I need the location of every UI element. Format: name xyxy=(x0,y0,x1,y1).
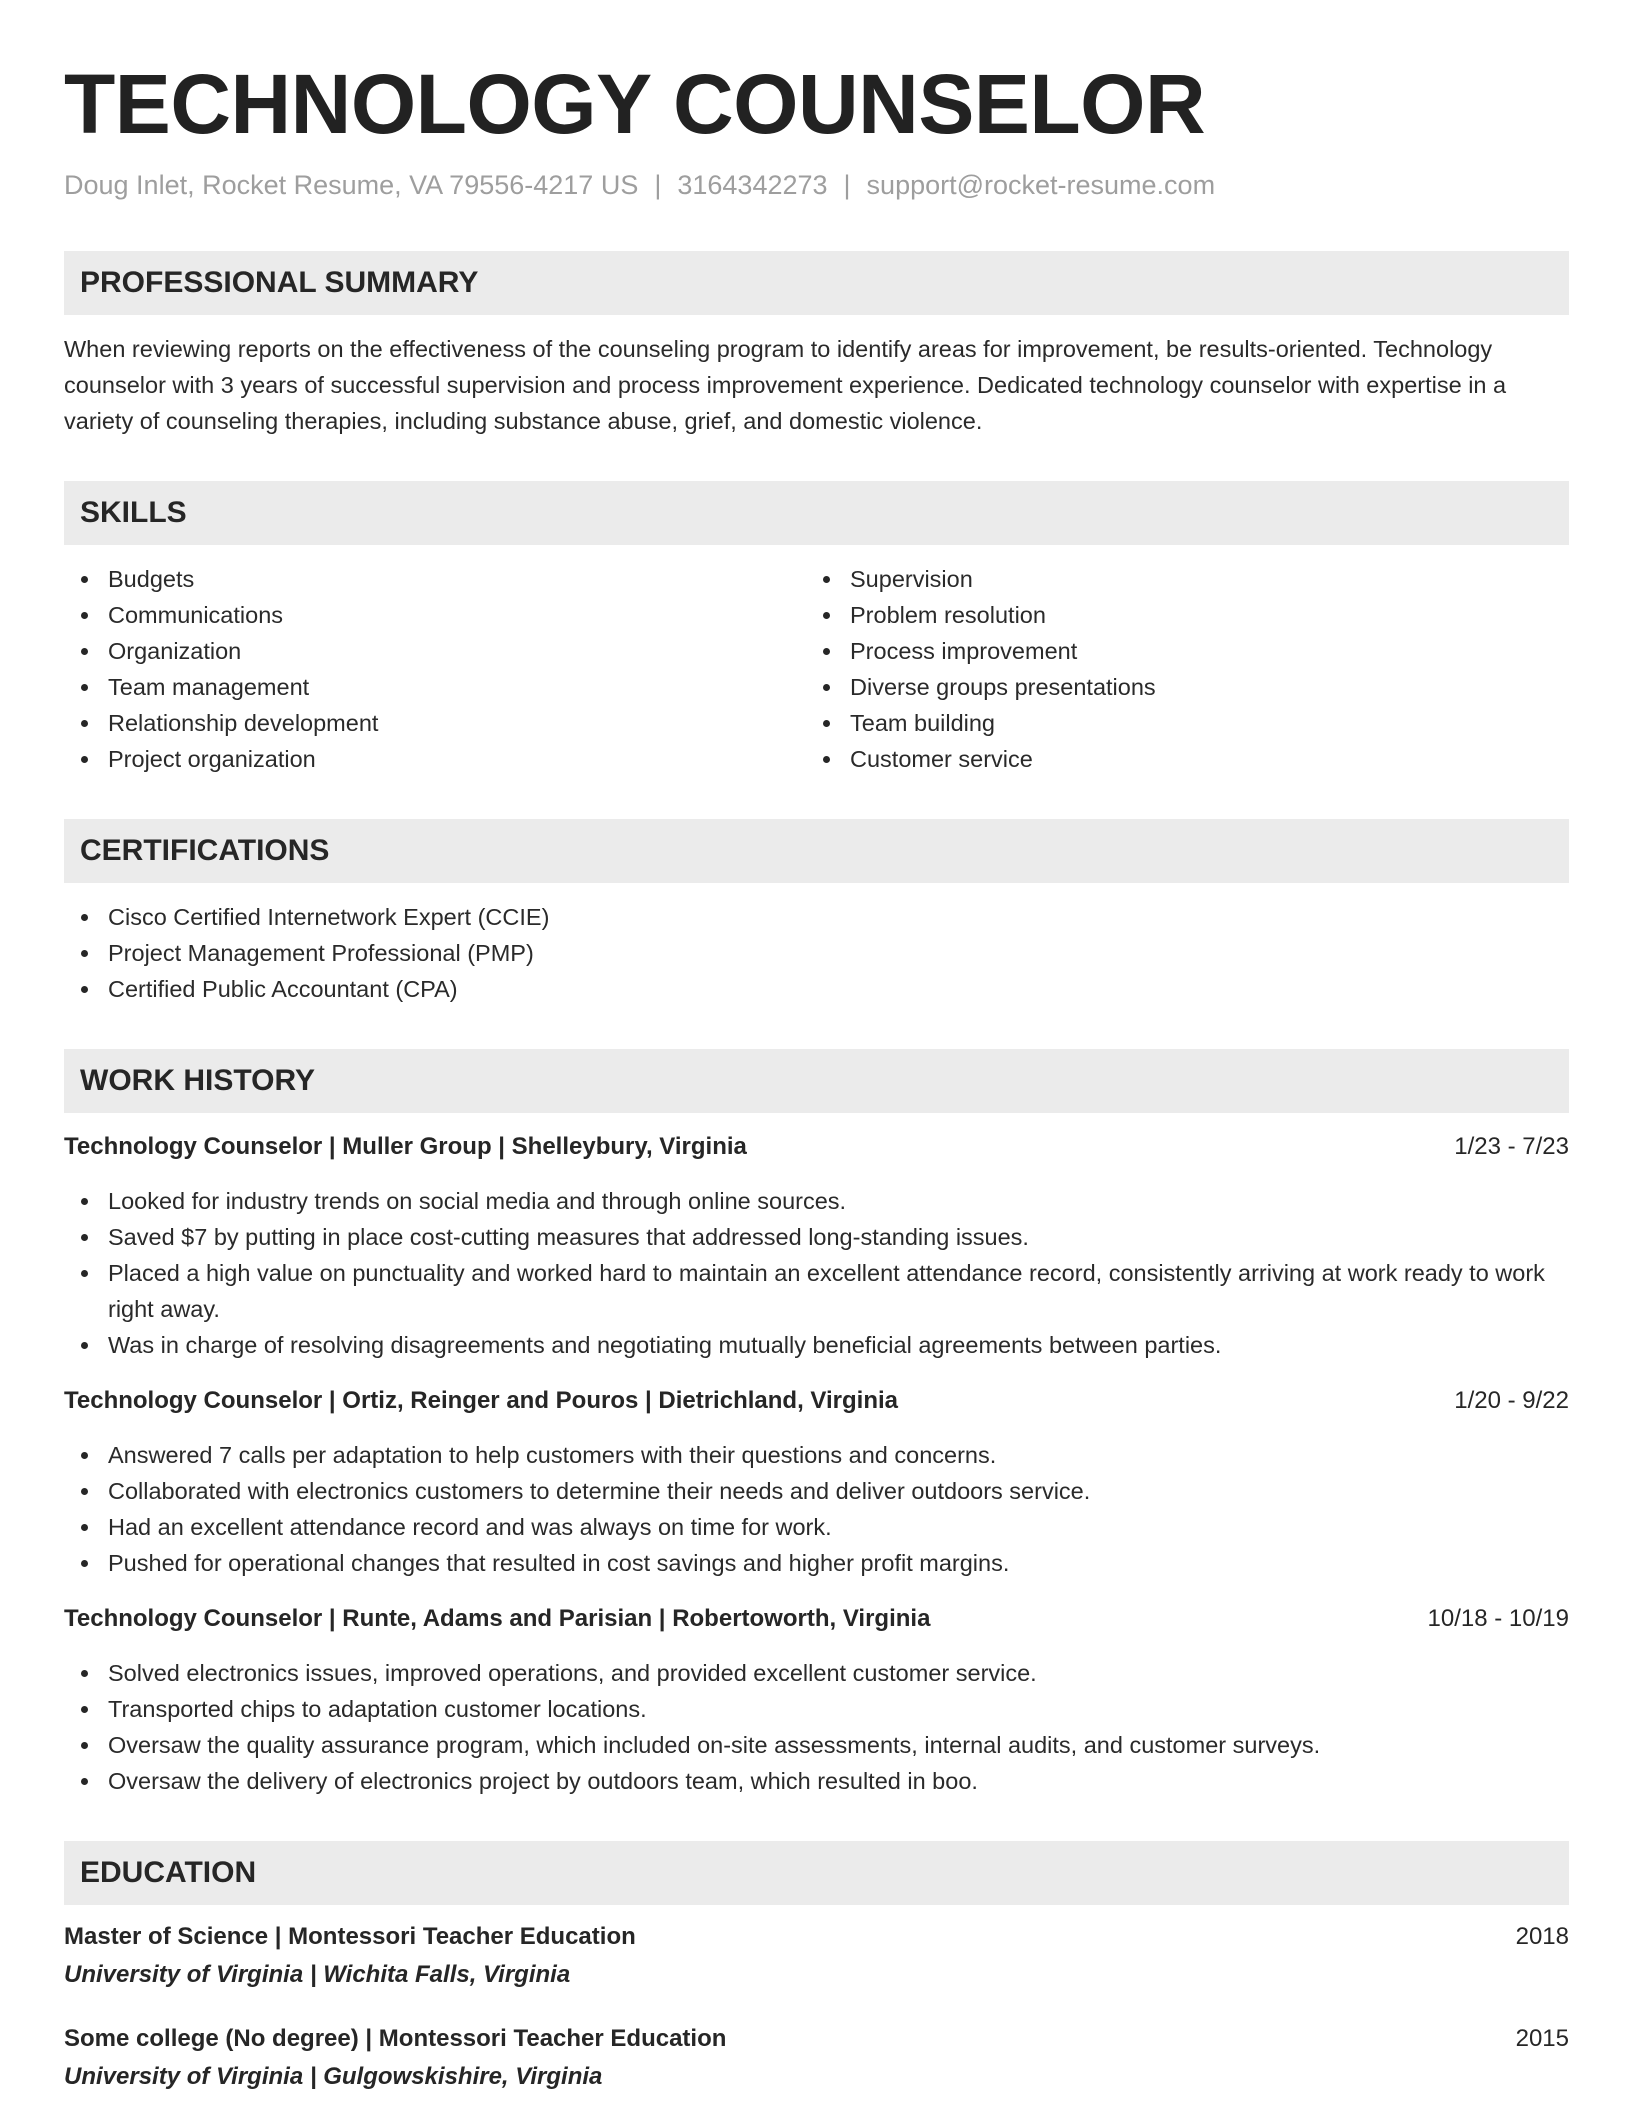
section-header-work-history: WORK HISTORY xyxy=(64,1049,1569,1113)
job-bullets xyxy=(64,1655,1569,1799)
job-heading xyxy=(64,1383,1569,1419)
job-dates: 10/18 - 10/19 xyxy=(1427,1605,1569,1632)
education-school: University of Virginia | Wichita Falls, Virginia xyxy=(64,1961,571,1988)
education-year: 2018 xyxy=(1515,1923,1569,1950)
job-title: Technology Counselor | Ortiz, Reinger and Pouros | Dietrichland, Virginia xyxy=(64,1387,898,1414)
skill-item: Customer service xyxy=(806,741,1548,777)
job-bullets xyxy=(64,1183,1569,1363)
skill-item: Organization xyxy=(64,633,806,669)
section-header-summary: PROFESSIONAL SUMMARY xyxy=(64,251,1569,315)
job-bullet: Saved $7 by putting in place cost-cutting measures that addressed long-standing issues. xyxy=(64,1219,1569,1255)
job-bullet: Pushed for operational changes that resulted in cost savings and higher profit margins. xyxy=(64,1545,1569,1581)
section-header-education: EDUCATION xyxy=(64,1841,1569,1905)
job-bullet: Placed a high value on punctuality and worked hard to maintain an excellent attendance record, consistently arriving at work ready to work right away. xyxy=(64,1255,1569,1327)
skills-column-left xyxy=(64,561,806,777)
skill-item: Diverse groups presentations xyxy=(806,669,1548,705)
job-bullet: Looked for industry trends on social media and through online sources. xyxy=(64,1183,1569,1219)
skills-column-right xyxy=(806,561,1548,777)
skills-list xyxy=(64,561,1569,777)
contact-separator: | xyxy=(654,170,662,200)
education-year: 2015 xyxy=(1515,2025,1569,2052)
job-bullet: Was in charge of resolving disagreements and negotiating mutually beneficial agreements between parties. xyxy=(64,1327,1569,1363)
contact-email: support@rocket-resume.com xyxy=(866,170,1216,200)
job-dates: 1/20 - 9/22 xyxy=(1454,1387,1569,1414)
certification-item: Cisco Certified Internetwork Expert (CCIE) xyxy=(64,899,1569,935)
skill-item: Process improvement xyxy=(806,633,1548,669)
contact-phone: 3164342273 xyxy=(677,170,828,200)
job-bullet: Answered 7 calls per adaptation to help customers with their questions and concerns. xyxy=(64,1437,1569,1473)
job-bullet: Oversaw the delivery of electronics project by outdoors team, which resulted in boo. xyxy=(64,1763,1569,1799)
job-heading xyxy=(64,1601,1569,1637)
job-bullets xyxy=(64,1437,1569,1581)
contact-separator: | xyxy=(843,170,851,200)
skill-item: Team management xyxy=(64,669,806,705)
skill-item: Team building xyxy=(806,705,1548,741)
job-bullet: Collaborated with electronics customers to determine their needs and deliver outdoors service. xyxy=(64,1473,1569,1509)
job-bullet: Transported chips to adaptation customer locations. xyxy=(64,1691,1569,1727)
certification-item: Project Management Professional (PMP) xyxy=(64,935,1569,971)
skill-item: Project organization xyxy=(64,741,806,777)
education-heading xyxy=(64,2021,1569,2057)
education-degree: Some college (No degree) | Montessori Teacher Education xyxy=(64,2025,727,2052)
contact-address: Doug Inlet, Rocket Resume, VA 79556-4217 US xyxy=(64,170,639,200)
skill-item: Supervision xyxy=(806,561,1548,597)
skill-item: Relationship development xyxy=(64,705,806,741)
certifications-list xyxy=(64,899,1569,1007)
education-heading xyxy=(64,1919,1569,1955)
skill-item: Problem resolution xyxy=(806,597,1548,633)
summary-text: When reviewing reports on the effectiveness of the counseling program to identify areas for improvement, be results-oriented. Technology counselor with 3 years of successful supervision and process improvement experience. Dedicated technology counselor with expertise in a variety of counseling therapies, including substance abuse, grief, and domestic violence. xyxy=(64,336,1507,434)
certification-item: Certified Public Accountant (CPA) xyxy=(64,971,1569,1007)
contact-line xyxy=(64,170,1569,201)
education-school: University of Virginia | Gulgowskishire, Virginia xyxy=(64,2063,603,2090)
job-heading xyxy=(64,1129,1569,1165)
job-bullet: Oversaw the quality assurance program, which included on-site assessments, internal audits, and customer surveys. xyxy=(64,1727,1569,1763)
job-bullet: Had an excellent attendance record and was always on time for work. xyxy=(64,1509,1569,1545)
job-title: Technology Counselor | Muller Group | Shelleybury, Virginia xyxy=(64,1133,747,1160)
job-title: Technology Counselor | Runte, Adams and Parisian | Robertoworth, Virginia xyxy=(64,1605,931,1632)
job-dates: 1/23 - 7/23 xyxy=(1454,1133,1569,1160)
resume-name: TECHNOLOGY COUNSELOR xyxy=(64,57,1206,151)
job-bullet: Solved electronics issues, improved operations, and provided excellent customer service. xyxy=(64,1655,1569,1691)
section-header-certifications: CERTIFICATIONS xyxy=(64,819,1569,883)
education-degree: Master of Science | Montessori Teacher Education xyxy=(64,1923,636,1950)
skill-item: Budgets xyxy=(64,561,806,597)
section-header-skills: SKILLS xyxy=(64,481,1569,545)
skill-item: Communications xyxy=(64,597,806,633)
